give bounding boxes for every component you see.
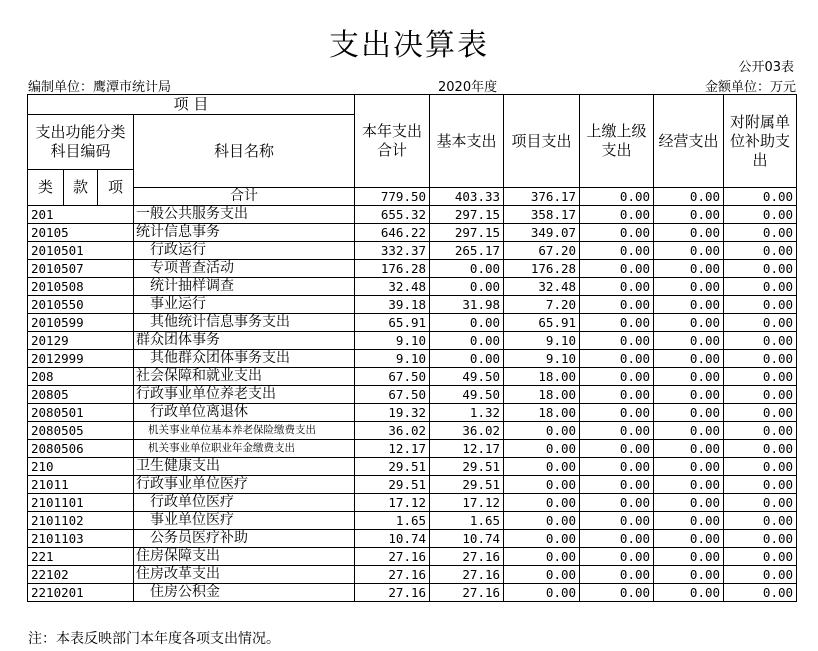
subject-name: 公务员医疗补助 bbox=[134, 530, 355, 548]
amount-cell: 0.00 bbox=[724, 530, 797, 548]
amount-cell: 67.20 bbox=[504, 242, 580, 260]
subject-name: 行政运行 bbox=[134, 242, 355, 260]
amount-cell: 176.28 bbox=[355, 260, 430, 278]
table-row bbox=[28, 206, 797, 224]
amount-cell: 32.48 bbox=[355, 278, 430, 296]
total-value: 0.00 bbox=[724, 188, 797, 206]
amount-cell: 0.00 bbox=[504, 548, 580, 566]
money-unit: 金额单位：万元 bbox=[704, 80, 796, 95]
amount-cell: 29.51 bbox=[430, 476, 504, 494]
amount-cell: 0.00 bbox=[580, 512, 654, 530]
amount-cell: 0.00 bbox=[724, 584, 797, 602]
amount-cell: 7.20 bbox=[504, 296, 580, 314]
amount-cell: 17.12 bbox=[430, 494, 504, 512]
compiling-unit: 编制单位：鹰潭市统计局 bbox=[28, 80, 172, 95]
subject-code: 20805 bbox=[28, 386, 134, 404]
amount-cell: 0.00 bbox=[580, 368, 654, 386]
amount-cell: 36.02 bbox=[355, 422, 430, 440]
amount-cell: 65.91 bbox=[355, 314, 430, 332]
amount-cell: 0.00 bbox=[430, 314, 504, 332]
amount-cell: 332.37 bbox=[355, 242, 430, 260]
table-row bbox=[28, 278, 797, 296]
amount-cell: 18.00 bbox=[504, 404, 580, 422]
header-col-6: 对附属单位补助支出 bbox=[724, 95, 797, 188]
amount-cell: 0.00 bbox=[724, 566, 797, 584]
amount-cell: 0.00 bbox=[580, 242, 654, 260]
meta-row bbox=[28, 76, 796, 93]
header-name: 科目名称 bbox=[134, 115, 355, 188]
table-row bbox=[28, 548, 797, 566]
amount-cell: 0.00 bbox=[654, 422, 724, 440]
amount-cell: 0.00 bbox=[580, 278, 654, 296]
table-row bbox=[28, 458, 797, 476]
amount-cell: 0.00 bbox=[724, 476, 797, 494]
amount-cell: 0.00 bbox=[580, 566, 654, 584]
amount-cell: 297.15 bbox=[430, 206, 504, 224]
header-xiang: 项 bbox=[98, 170, 134, 206]
amount-cell: 65.91 bbox=[504, 314, 580, 332]
subject-name: 其他群众团体事务支出 bbox=[134, 350, 355, 368]
table-row bbox=[28, 314, 797, 332]
table-row bbox=[28, 476, 797, 494]
amount-cell: 0.00 bbox=[654, 386, 724, 404]
amount-cell: 0.00 bbox=[724, 440, 797, 458]
table-row bbox=[28, 332, 797, 350]
amount-cell: 0.00 bbox=[430, 332, 504, 350]
amount-cell: 9.10 bbox=[355, 332, 430, 350]
amount-cell: 0.00 bbox=[580, 440, 654, 458]
amount-cell: 0.00 bbox=[724, 422, 797, 440]
amount-cell: 0.00 bbox=[504, 566, 580, 584]
amount-cell: 1.65 bbox=[430, 512, 504, 530]
amount-cell: 67.50 bbox=[355, 368, 430, 386]
subject-code: 20105 bbox=[28, 224, 134, 242]
subject-code: 2101103 bbox=[28, 530, 134, 548]
amount-cell: 27.16 bbox=[430, 566, 504, 584]
amount-cell: 0.00 bbox=[654, 314, 724, 332]
amount-cell: 0.00 bbox=[654, 404, 724, 422]
expenditure-table bbox=[27, 94, 797, 602]
amount-cell: 0.00 bbox=[580, 386, 654, 404]
subject-name: 机关事业单位职业年金缴费支出 bbox=[134, 440, 355, 458]
page-title: 支出决算表 bbox=[329, 28, 489, 63]
subject-code: 201 bbox=[28, 206, 134, 224]
amount-cell: 12.17 bbox=[430, 440, 504, 458]
subject-code: 2080505 bbox=[28, 422, 134, 440]
amount-cell: 0.00 bbox=[580, 494, 654, 512]
amount-cell: 0.00 bbox=[580, 404, 654, 422]
amount-cell: 176.28 bbox=[504, 260, 580, 278]
amount-cell: 1.65 bbox=[355, 512, 430, 530]
subject-name: 统计信息事务 bbox=[134, 224, 355, 242]
amount-cell: 655.32 bbox=[355, 206, 430, 224]
amount-cell: 0.00 bbox=[504, 530, 580, 548]
amount-cell: 0.00 bbox=[654, 584, 724, 602]
amount-cell: 0.00 bbox=[654, 512, 724, 530]
amount-cell: 0.00 bbox=[580, 224, 654, 242]
amount-cell: 0.00 bbox=[580, 584, 654, 602]
amount-cell: 0.00 bbox=[724, 242, 797, 260]
subject-code: 2012999 bbox=[28, 350, 134, 368]
subject-name: 一般公共服务支出 bbox=[134, 206, 355, 224]
amount-cell: 0.00 bbox=[504, 422, 580, 440]
amount-cell: 0.00 bbox=[724, 260, 797, 278]
amount-cell: 0.00 bbox=[654, 458, 724, 476]
table-row bbox=[28, 512, 797, 530]
amount-cell: 0.00 bbox=[580, 314, 654, 332]
subject-name: 社会保障和就业支出 bbox=[134, 368, 355, 386]
table-row bbox=[28, 440, 797, 458]
amount-cell: 0.00 bbox=[580, 206, 654, 224]
amount-cell: 0.00 bbox=[724, 332, 797, 350]
subject-name: 行政单位离退休 bbox=[134, 404, 355, 422]
table-row bbox=[28, 350, 797, 368]
subject-name: 统计抽样调查 bbox=[134, 278, 355, 296]
amount-cell: 0.00 bbox=[580, 422, 654, 440]
amount-cell: 265.17 bbox=[430, 242, 504, 260]
total-value: 779.50 bbox=[355, 188, 430, 206]
table-row bbox=[28, 566, 797, 584]
amount-cell: 29.51 bbox=[430, 458, 504, 476]
subject-code: 2101102 bbox=[28, 512, 134, 530]
form-number: 公开03表 bbox=[738, 60, 794, 75]
table-row bbox=[28, 530, 797, 548]
amount-cell: 0.00 bbox=[580, 530, 654, 548]
amount-cell: 10.74 bbox=[355, 530, 430, 548]
amount-cell: 29.51 bbox=[355, 476, 430, 494]
subject-code: 2210201 bbox=[28, 584, 134, 602]
amount-cell: 27.16 bbox=[430, 584, 504, 602]
subject-name: 机关事业单位基本养老保险缴费支出 bbox=[134, 422, 355, 440]
table-row bbox=[28, 386, 797, 404]
total-value: 0.00 bbox=[654, 188, 724, 206]
amount-cell: 29.51 bbox=[355, 458, 430, 476]
amount-cell: 0.00 bbox=[504, 494, 580, 512]
subject-name: 住房公积金 bbox=[134, 584, 355, 602]
amount-cell: 358.17 bbox=[504, 206, 580, 224]
header-col-3: 项目支出 bbox=[504, 95, 580, 188]
amount-cell: 0.00 bbox=[580, 548, 654, 566]
amount-cell: 0.00 bbox=[580, 350, 654, 368]
amount-cell: 17.12 bbox=[355, 494, 430, 512]
fiscal-year: 2020年度 bbox=[438, 80, 498, 95]
amount-cell: 27.16 bbox=[355, 548, 430, 566]
amount-cell: 0.00 bbox=[504, 440, 580, 458]
subject-name: 卫生健康支出 bbox=[134, 458, 355, 476]
subject-code: 20129 bbox=[28, 332, 134, 350]
table-row bbox=[28, 404, 797, 422]
amount-cell: 0.00 bbox=[580, 296, 654, 314]
amount-cell: 31.98 bbox=[430, 296, 504, 314]
amount-cell: 0.00 bbox=[654, 296, 724, 314]
amount-cell: 10.74 bbox=[430, 530, 504, 548]
table-row bbox=[28, 368, 797, 386]
subject-code: 2010599 bbox=[28, 314, 134, 332]
amount-cell: 0.00 bbox=[654, 440, 724, 458]
subject-code: 208 bbox=[28, 368, 134, 386]
amount-cell: 18.00 bbox=[504, 386, 580, 404]
table-row bbox=[28, 242, 797, 260]
subject-code: 21011 bbox=[28, 476, 134, 494]
amount-cell: 0.00 bbox=[724, 224, 797, 242]
total-value: 403.33 bbox=[430, 188, 504, 206]
subject-code: 2010501 bbox=[28, 242, 134, 260]
amount-cell: 18.00 bbox=[504, 368, 580, 386]
amount-cell: 0.00 bbox=[654, 548, 724, 566]
total-value: 376.17 bbox=[504, 188, 580, 206]
amount-cell: 646.22 bbox=[355, 224, 430, 242]
amount-cell: 349.07 bbox=[504, 224, 580, 242]
table-row bbox=[28, 422, 797, 440]
subject-name: 行政事业单位医疗 bbox=[134, 476, 355, 494]
header-items: 项 目 bbox=[28, 95, 355, 115]
amount-cell: 27.16 bbox=[355, 584, 430, 602]
amount-cell: 0.00 bbox=[724, 548, 797, 566]
subject-name: 事业运行 bbox=[134, 296, 355, 314]
amount-cell: 27.16 bbox=[430, 548, 504, 566]
amount-cell: 27.16 bbox=[355, 566, 430, 584]
subject-name: 其他统计信息事务支出 bbox=[134, 314, 355, 332]
subject-name: 住房保障支出 bbox=[134, 548, 355, 566]
amount-cell: 0.00 bbox=[654, 368, 724, 386]
table-row bbox=[28, 260, 797, 278]
amount-cell: 0.00 bbox=[430, 350, 504, 368]
amount-cell: 9.10 bbox=[504, 350, 580, 368]
header-kuan: 款 bbox=[64, 170, 98, 206]
subject-code: 2010550 bbox=[28, 296, 134, 314]
amount-cell: 0.00 bbox=[654, 242, 724, 260]
header-col-2: 基本支出 bbox=[430, 95, 504, 188]
subject-code: 2080501 bbox=[28, 404, 134, 422]
subject-code: 221 bbox=[28, 548, 134, 566]
subject-code: 2080506 bbox=[28, 440, 134, 458]
amount-cell: 0.00 bbox=[724, 458, 797, 476]
amount-cell: 1.32 bbox=[430, 404, 504, 422]
subject-code: 2010507 bbox=[28, 260, 134, 278]
header-code: 支出功能分类科目编码 bbox=[28, 115, 134, 170]
total-label: 合计 bbox=[134, 188, 355, 206]
amount-cell: 0.00 bbox=[654, 206, 724, 224]
table-row bbox=[28, 584, 797, 602]
amount-cell: 297.15 bbox=[430, 224, 504, 242]
amount-cell: 0.00 bbox=[580, 458, 654, 476]
subject-name: 事业单位医疗 bbox=[134, 512, 355, 530]
amount-cell: 0.00 bbox=[724, 314, 797, 332]
amount-cell: 9.10 bbox=[355, 350, 430, 368]
amount-cell: 0.00 bbox=[504, 458, 580, 476]
amount-cell: 0.00 bbox=[724, 296, 797, 314]
amount-cell: 0.00 bbox=[654, 530, 724, 548]
amount-cell: 0.00 bbox=[654, 224, 724, 242]
table-row bbox=[28, 494, 797, 512]
subject-code: 22102 bbox=[28, 566, 134, 584]
amount-cell: 9.10 bbox=[504, 332, 580, 350]
amount-cell: 36.02 bbox=[430, 422, 504, 440]
amount-cell: 0.00 bbox=[580, 260, 654, 278]
amount-cell: 0.00 bbox=[724, 404, 797, 422]
amount-cell: 0.00 bbox=[654, 494, 724, 512]
amount-cell: 0.00 bbox=[430, 260, 504, 278]
subject-name: 行政单位医疗 bbox=[134, 494, 355, 512]
amount-cell: 39.18 bbox=[355, 296, 430, 314]
table-row bbox=[28, 224, 797, 242]
amount-cell: 0.00 bbox=[654, 260, 724, 278]
amount-cell: 12.17 bbox=[355, 440, 430, 458]
amount-cell: 0.00 bbox=[724, 350, 797, 368]
table-row bbox=[28, 296, 797, 314]
amount-cell: 0.00 bbox=[724, 494, 797, 512]
amount-cell: 0.00 bbox=[724, 278, 797, 296]
amount-cell: 67.50 bbox=[355, 386, 430, 404]
amount-cell: 0.00 bbox=[504, 476, 580, 494]
amount-cell: 0.00 bbox=[654, 332, 724, 350]
amount-cell: 0.00 bbox=[724, 386, 797, 404]
subject-name: 专项普查活动 bbox=[134, 260, 355, 278]
amount-cell: 0.00 bbox=[724, 368, 797, 386]
amount-cell: 0.00 bbox=[504, 584, 580, 602]
header-col-5: 经营支出 bbox=[654, 95, 724, 188]
subject-name: 行政事业单位养老支出 bbox=[134, 386, 355, 404]
header-col-1: 本年支出合计 bbox=[355, 95, 430, 188]
header-lei: 类 bbox=[28, 170, 64, 206]
amount-cell: 0.00 bbox=[580, 332, 654, 350]
amount-cell: 0.00 bbox=[654, 476, 724, 494]
subject-name: 住房改革支出 bbox=[134, 566, 355, 584]
amount-cell: 19.32 bbox=[355, 404, 430, 422]
amount-cell: 32.48 bbox=[504, 278, 580, 296]
amount-cell: 0.00 bbox=[504, 512, 580, 530]
subject-code: 2010508 bbox=[28, 278, 134, 296]
total-value: 0.00 bbox=[580, 188, 654, 206]
amount-cell: 0.00 bbox=[654, 278, 724, 296]
amount-cell: 0.00 bbox=[654, 566, 724, 584]
subject-code: 2101101 bbox=[28, 494, 134, 512]
amount-cell: 0.00 bbox=[654, 350, 724, 368]
amount-cell: 0.00 bbox=[430, 278, 504, 296]
subject-name: 群众团体事务 bbox=[134, 332, 355, 350]
amount-cell: 49.50 bbox=[430, 368, 504, 386]
amount-cell: 49.50 bbox=[430, 386, 504, 404]
footnote: 注：本表反映部门本年度各项支出情况。 bbox=[28, 631, 280, 647]
amount-cell: 0.00 bbox=[724, 512, 797, 530]
amount-cell: 0.00 bbox=[724, 206, 797, 224]
header-col-4: 上缴上级支出 bbox=[580, 95, 654, 188]
amount-cell: 0.00 bbox=[580, 476, 654, 494]
subject-code: 210 bbox=[28, 458, 134, 476]
total-row bbox=[28, 188, 797, 206]
